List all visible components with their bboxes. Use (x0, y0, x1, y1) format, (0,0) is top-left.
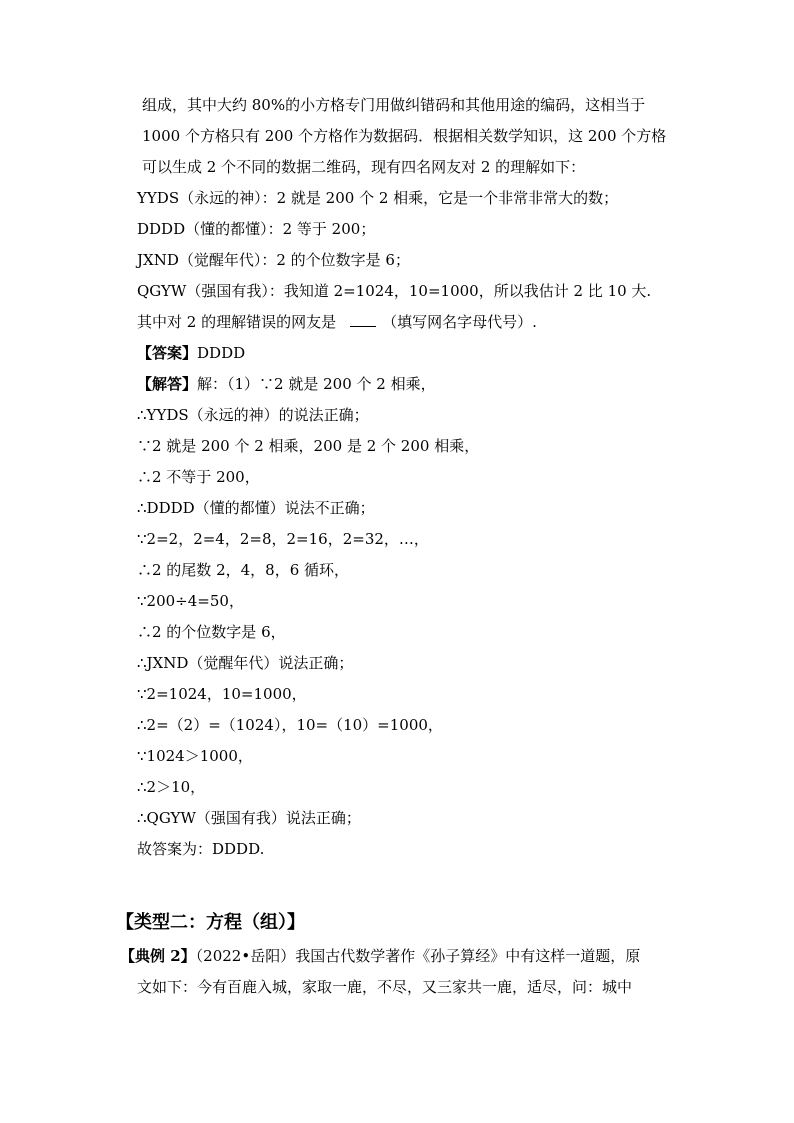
solution-step: ∴2 不等于 200， (137, 468, 260, 486)
opinion-qgyw: QGYW（强国有我）：我知道 2=1024，10=1000，所以我估计 2 比 10 大. (137, 282, 652, 300)
solution-step: ∵200÷4=50， (137, 592, 244, 610)
solution-first-line: 解：（1）∵2 就是 200 个 2 相乘， (197, 375, 436, 393)
question-text: 其中对 2 的理解错误的网友是 (137, 313, 337, 331)
solution-step: ∵1024＞1000， (137, 747, 253, 765)
answer-line (137, 343, 245, 363)
intro-line-2: 1000 个方格只有 200 个方格作为数据码．根据相关数学知识，这 200 个方格 (142, 127, 667, 145)
answer-blank (350, 312, 376, 327)
example-line-2: 文如下：今有百鹿入城，家取一鹿，不尽，又三家共一鹿，适尽，问：城中 (137, 978, 633, 996)
solution-step: ∵2=2，2=4，2=8，2=16，2=32，…， (137, 530, 429, 548)
answer-tag: 【答案】 (137, 344, 198, 362)
example-tag: 【典例 2】 (120, 947, 196, 965)
opinion-yyds: YYDS（永远的神）：2 就是 200 个 2 相乘，它是一个非常非常大的数； (137, 189, 619, 207)
solution-conclusion: 故答案为：DDDD. (137, 840, 265, 858)
solution-step: ∴YYDS（永远的神）的说法正确； (137, 406, 369, 424)
solution-line (137, 374, 436, 394)
solution-step: ∴2＞10， (137, 778, 206, 796)
solution-tag: 【解答】 (137, 375, 198, 393)
solution-step: ∴DDDD（懂的都懂）说法不正确； (137, 499, 375, 517)
intro-line-1: 组成，其中大约 80%的小方格专门用做纠错码和其他用途的编码，这相当于 (142, 96, 646, 114)
example-text-1: （2022•岳阳）我国古代数学著作《孙子算经》中有这样一道题，原 (195, 947, 641, 965)
answer-value: DDDD (197, 344, 246, 362)
opinion-jxnd: JXND（觉醒年代）：2 的个位数字是 6； (137, 251, 410, 269)
solution-step: ∴2 的尾数 2，4，8，6 循环， (137, 561, 350, 579)
section-heading: 【类型二：方程（组）】 (116, 912, 305, 933)
example-line-1 (120, 946, 640, 966)
solution-step: ∴JXND（觉醒年代）说法正确； (137, 654, 354, 672)
solution-step: ∵2=1024，10=1000， (137, 685, 307, 703)
solution-step: ∵2 就是 200 个 2 相乘，200 是 2 个 200 相乘， (137, 437, 480, 455)
question-line (137, 312, 537, 332)
solution-step: ∴2 的个位数字是 6， (137, 623, 286, 641)
intro-line-3: 可以生成 2 个不同的数据二维码，现有四名网友对 2 的理解如下： (142, 158, 586, 176)
question-hint: （填写网名字母代号）. (382, 313, 537, 331)
solution-step: ∴2=（2）=（1024），10=（10）=1000， (137, 716, 443, 734)
opinion-dddd: DDDD（懂的都懂）：2 等于 200； (137, 220, 376, 238)
solution-step: ∴QGYW（强国有我）说法正确； (137, 809, 361, 827)
